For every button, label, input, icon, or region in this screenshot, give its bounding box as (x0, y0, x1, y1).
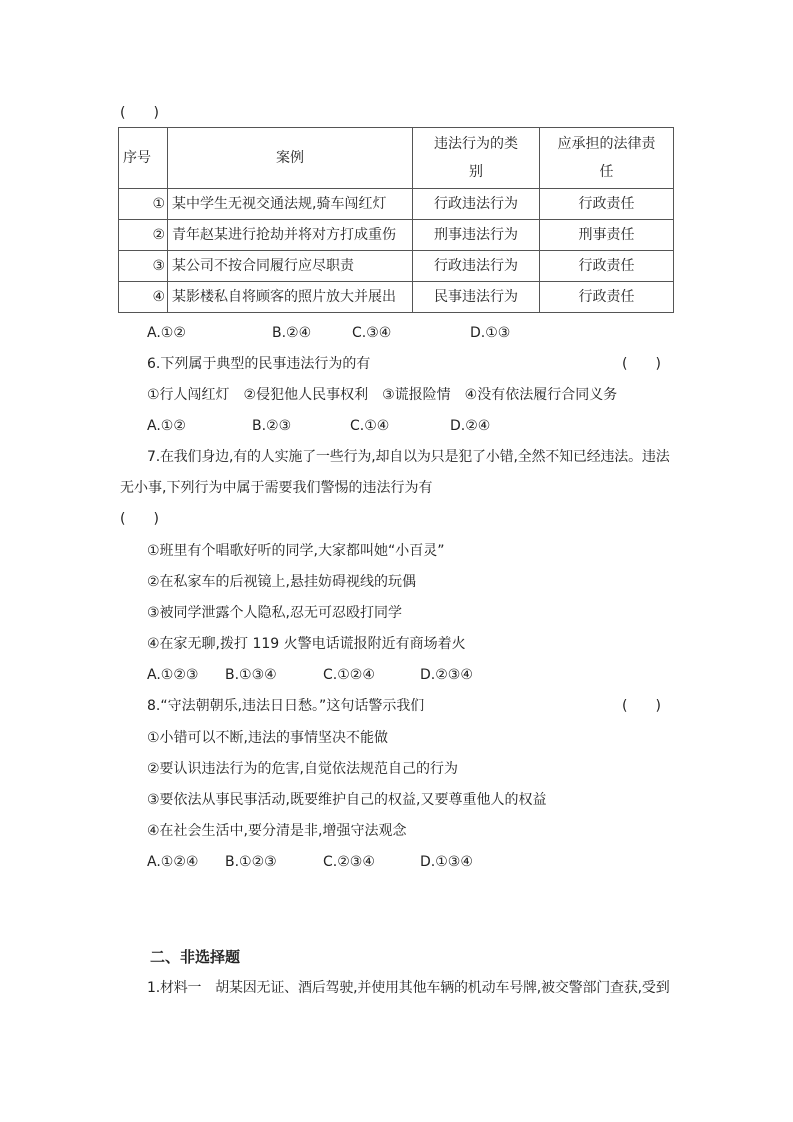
q8-answer-paren: ( ) (622, 698, 661, 714)
q6-stem: 6.下列属于典型的民事违法行为的有 (147, 356, 371, 372)
section2-q1-line1: 1.材料一 胡某因无证、酒后驾驶,并使用其他车辆的机动车号牌,被交警部门查获,受到 (147, 980, 670, 996)
table-row (119, 220, 674, 251)
q6-option-b[interactable]: B.②③ (252, 418, 292, 434)
row-type: 刑事违法行为 (413, 220, 540, 251)
row-responsibility: 行政责任 (540, 251, 674, 282)
header-type-line1: 违法行为的类 (434, 136, 518, 152)
row-type: 民事违法行为 (413, 282, 540, 313)
row-case: 某公司不按合同履行应尽职责 (168, 251, 413, 282)
q7-item-2: ②在私家车的后视镜上,悬挂妨碍视线的玩偶 (147, 574, 416, 590)
q7-item-1: ①班里有个唱歌好听的同学,大家都叫她“小百灵” (147, 543, 445, 559)
q5-option-a[interactable]: A.①② (147, 325, 186, 341)
q6-answer-paren: ( ) (622, 356, 661, 372)
q7-answer-paren: ( ) (120, 511, 159, 527)
q7-option-b[interactable]: B.①③④ (225, 667, 277, 683)
q7-option-a[interactable]: A.①②③ (147, 667, 199, 683)
row-index: ③ (119, 251, 168, 282)
section-title-non-choice: 二、非选择题 (150, 948, 241, 966)
row-responsibility: 行政责任 (540, 282, 674, 313)
row-index: ④ (119, 282, 168, 313)
q8-item-2: ②要认识违法行为的危害,自觉依法规范自己的行为 (147, 761, 458, 777)
table-row (119, 251, 674, 282)
q8-option-a[interactable]: A.①②④ (147, 854, 199, 870)
header-type-line2: 别 (469, 164, 483, 180)
q5-answer-paren: ( ) (120, 105, 159, 121)
header-resp-line2: 任 (599, 164, 614, 180)
q8-stem: 8.“守法朝朝乐,违法日日愁。”这句话警示我们 (147, 698, 425, 714)
header-responsibility (540, 128, 674, 189)
q8-item-1: ①小错可以不断,违法的事情坚决不能做 (147, 730, 388, 746)
table-row (119, 282, 674, 313)
q6-option-a[interactable]: A.①② (147, 418, 186, 434)
table-header-row (119, 128, 674, 189)
q5-option-c[interactable]: C.③④ (352, 325, 392, 341)
row-type: 行政违法行为 (413, 251, 540, 282)
row-index: ② (119, 220, 168, 251)
header-resp-line1: 应承担的法律责 (557, 136, 656, 152)
q6-option-d[interactable]: D.②④ (450, 418, 491, 434)
q6-option-c[interactable]: C.①④ (350, 418, 390, 434)
header-index: 序号 (119, 128, 168, 189)
q7-option-c[interactable]: C.①②④ (323, 667, 375, 683)
q5-option-b[interactable]: B.②④ (272, 325, 312, 341)
row-type: 行政违法行为 (413, 189, 540, 220)
q8-item-4: ④在社会生活中,要分清是非,增强守法观念 (147, 823, 407, 839)
header-type (413, 128, 540, 189)
q6-items: ①行人闯红灯 ②侵犯他人民事权利 ③谎报险情 ④没有依法履行合同义务 (147, 387, 618, 403)
row-case: 某影楼私自将顾客的照片放大并展出 (168, 282, 413, 313)
row-responsibility: 行政责任 (540, 189, 674, 220)
q7-stem-line2: 无小事,下列行为中属于需要我们警惕的违法行为有 (120, 480, 433, 496)
header-case: 案例 (168, 128, 413, 189)
table-row (119, 189, 674, 220)
q8-item-3: ③要依法从事民事活动,既要维护自己的权益,又要尊重他人的权益 (147, 792, 547, 808)
case-table (118, 127, 674, 313)
q7-stem-line1: 7.在我们身边,有的人实施了一些行为,却自以为只是犯了小错,全然不知已经违法。违法 (147, 449, 670, 465)
q5-option-d[interactable]: D.①③ (470, 325, 511, 341)
row-index: ① (119, 189, 168, 220)
q7-item-3: ③被同学泄露个人隐私,忍无可忍殴打同学 (147, 605, 402, 621)
row-responsibility: 刑事责任 (540, 220, 674, 251)
q7-item-4: ④在家无聊,拨打 119 火警电话谎报附近有商场着火 (147, 636, 466, 652)
row-case: 某中学生无视交通法规,骑车闯红灯 (168, 189, 413, 220)
q7-option-d[interactable]: D.②③④ (420, 667, 473, 683)
q8-option-b[interactable]: B.①②③ (225, 854, 277, 870)
q8-option-d[interactable]: D.①③④ (420, 854, 473, 870)
q8-option-c[interactable]: C.②③④ (323, 854, 375, 870)
row-case: 青年赵某进行抢劫并将对方打成重伤 (168, 220, 413, 251)
